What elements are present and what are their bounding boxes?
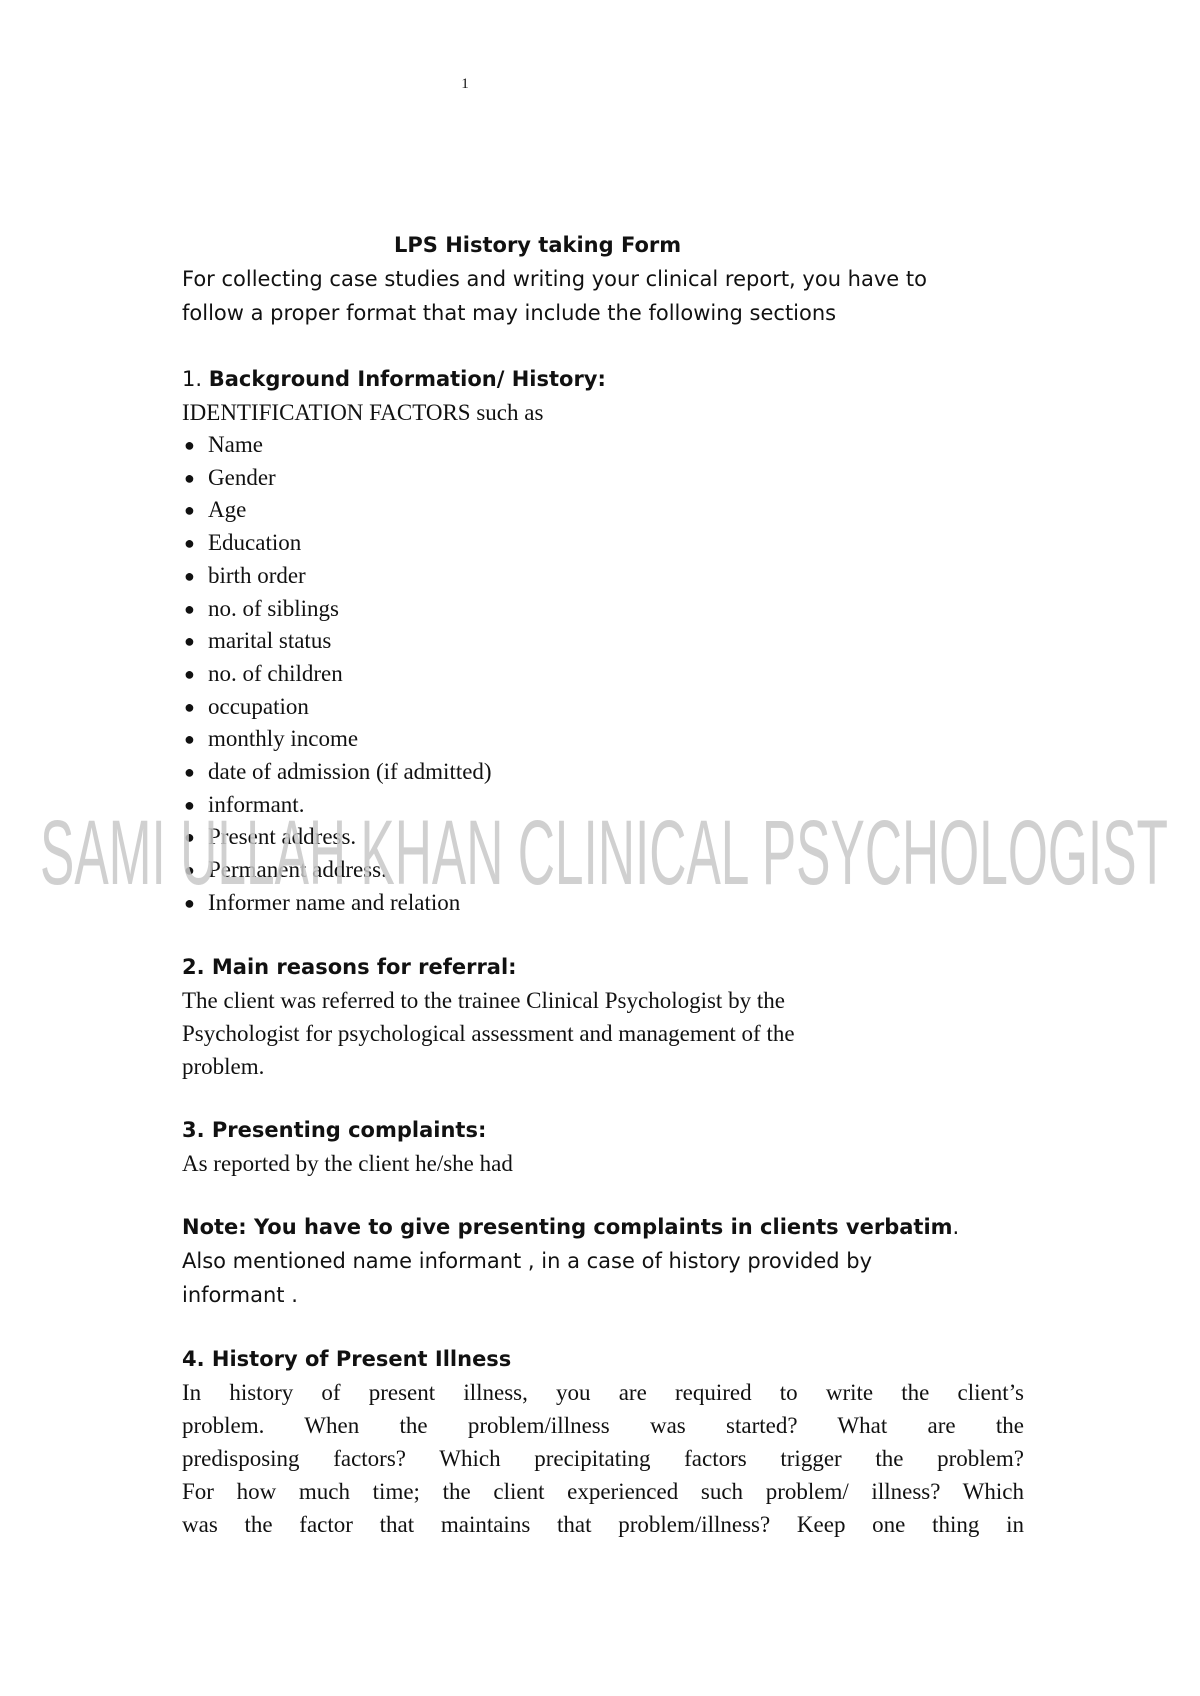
spacer	[182, 1083, 1024, 1113]
section-3-text: As reported by the client he/she had	[182, 1150, 513, 1176]
section-1-number: 1.	[182, 367, 203, 391]
list-item: ● birth order	[182, 560, 1024, 593]
document-body	[182, 230, 1024, 1541]
intro-line-1: For collecting case studies and writing your clinical report, you have to	[182, 267, 927, 291]
bullet-icon: ●	[184, 435, 195, 455]
list-item: ● Age	[182, 494, 1024, 527]
section-2-heading: 2. Main reasons for referral:	[182, 954, 517, 979]
identification-factors-list	[182, 429, 1024, 920]
bullet-icon: ●	[184, 827, 195, 848]
bullet-icon: ●	[184, 533, 195, 554]
list-item: ● Informer name and relation	[182, 887, 1024, 920]
section-4-line-2: problem. When the problem/illness was started? What are the	[182, 1412, 1024, 1438]
bullet-icon: ●	[184, 892, 195, 913]
list-item: ● Education	[182, 527, 1024, 560]
identification-factors-label: IDENTIFICATION FACTORS such as	[182, 400, 544, 425]
spacer	[182, 1180, 1024, 1210]
section-2-line-2: Psychologist for psychological assessment and management of the	[182, 1020, 795, 1046]
bullet-icon: ●	[184, 467, 195, 488]
bullet-icon: ●	[184, 565, 195, 586]
document-title: LPS History taking Form	[394, 233, 682, 257]
bullet-icon: ●	[184, 729, 195, 750]
spacer	[182, 920, 1024, 950]
section-4-line-3: predisposing factors? Which precipitating factors trigger the problem?	[182, 1445, 1024, 1471]
section-1-title: Background Information/ History:	[208, 367, 606, 391]
bullet-icon: ●	[184, 762, 195, 783]
bullet-icon: ●	[184, 696, 195, 717]
list-item: ● informant.	[182, 789, 1024, 822]
list-item: ● Permanent address.	[182, 854, 1024, 887]
section-4-heading: 4. History of Present Illness	[182, 1346, 512, 1371]
intro-line-2: follow a proper format that may include the following sections	[182, 301, 837, 325]
page-number: 1	[461, 76, 469, 92]
spacer	[182, 1312, 1024, 1342]
note-line-1: Also mentioned name informant , in a case of history provided by	[182, 1248, 873, 1273]
list-item: ● occupation	[182, 691, 1024, 724]
list-item: ● Present address.	[182, 821, 1024, 854]
list-item: ● Name	[182, 429, 1024, 462]
section-4-line-1: In history of present illness, you are required to write the client’s	[182, 1379, 1024, 1405]
watermark-text: SAMI ULLAH KHAN CLINICAL PSYCHOLOGIST	[40, 806, 1168, 898]
list-item: ● date of admission (if admitted)	[182, 756, 1024, 789]
bullet-icon: ●	[184, 860, 195, 881]
section-3-heading: 3. Presenting complaints:	[182, 1117, 487, 1142]
bullet-icon: ●	[184, 631, 195, 652]
list-item: ● Gender	[182, 462, 1024, 495]
list-item: ● monthly income	[182, 723, 1024, 756]
section-1-heading	[182, 362, 1024, 396]
note-heading: Note: You have to give presenting complaints in clients verbatim.	[182, 1214, 960, 1239]
list-item: ● marital status	[182, 625, 1024, 658]
bullet-icon: ●	[184, 663, 195, 684]
spacer	[182, 330, 1024, 362]
section-2-line-1: The client was referred to the trainee Clinical Psychologist by the	[182, 987, 785, 1013]
section-2-line-3: problem.	[182, 1053, 265, 1079]
bullet-icon: ●	[184, 794, 195, 815]
list-item: ● no. of siblings	[182, 593, 1024, 626]
section-4-line-4: For how much time; the client experienced such problem/ illness? Which	[182, 1478, 1024, 1504]
bullet-icon: ●	[184, 500, 195, 521]
bullet-icon: ●	[184, 598, 195, 619]
list-item: ● no. of children	[182, 658, 1024, 691]
section-4-line-5: was the factor that maintains that problem/illness? Keep one thing in	[182, 1511, 1024, 1537]
note-line-2: informant .	[182, 1282, 298, 1307]
